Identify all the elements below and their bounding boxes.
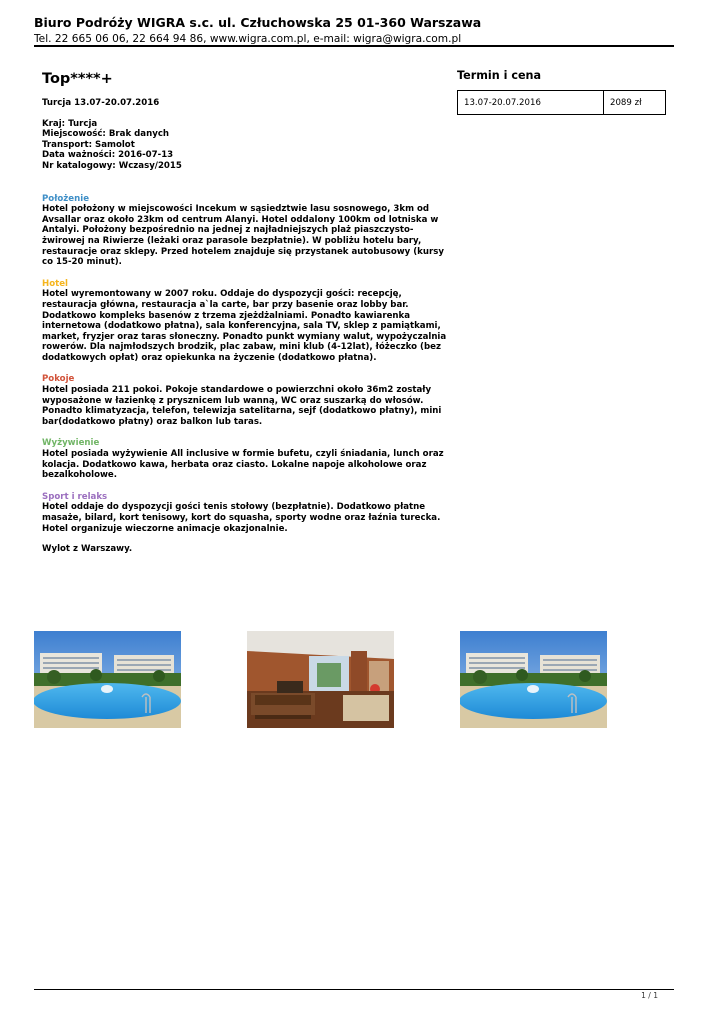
document-header — [34, 15, 674, 46]
section-text: Hotel położony w miejscowości Incekum w sąsiedztwie lasu sosnowego, 3km od Avsallar oraz około 23km od centrum Alanyi. Hotel oddalony 100km od lotniska w Antalyi. Położony bezpośrednio na jednej z najładniejszych plaż piaszczysto-żwirowej na Riwierze (leżaki oraz parasole bezpłatnie). W pobliżu hotelu bary, restauracje oraz sklepy. Przed hotelem znajduje się przystanek autobusowy (kursy co 15-20 minut). — [42, 204, 444, 268]
section-heading: Pokoje — [42, 374, 75, 385]
offer-title: Top****+ — [42, 71, 113, 87]
price-table — [457, 90, 666, 115]
pricing-panel — [457, 69, 667, 115]
section-heading: Sport i relaks — [42, 491, 108, 502]
section-text: Hotel wyremontowany w 2007 roku. Oddaje do dyspozycji gości: recepcję, restauracja główna, restauracja a`la carte, bar przy basenie oraz lobby bar. Dodatkowo kompleks basenów z trzema zjeżdżalniami. Ponadto kawiarenka internetowa (dodatkowo płatna), sala konferencyjna, sala TV, sklep z pamiątkami, market, fryzjer oraz taras słoneczny. Ponadto punkt wymiany walut, wypożyczalnia rowerów. Dla najmłodszych brodzik, plac zabaw, mini klub (4-12lat), łóżeczko (bez dodatkowych opłat) oraz opiekunka na życzenie (dodatkowo płatna). — [42, 289, 447, 363]
section-text: Hotel posiada 211 pokoi. Pokoje standardowe o powierzchni około 36m2 zostały wyposażone w łazienkę z prysznicem lub wanną, WC oraz suszarką do włosów. Ponadto klimatyzacja, telefon, telewizja satelitarna, sejf (dodatkowo płatny), mini bar(dodatkowo płatny) oraz balkon lub taras. — [42, 385, 442, 427]
pricing-heading: Termin i cena — [457, 69, 542, 82]
section-text: Hotel oddaje do dyspozycji gości tenis stołowy (bezpłatnie). Dodatkowo płatne masaże, bilard, kort tenisowy, kort do squasha, sporty wodne oraz łaźnia turecka. Hotel organizuje wieczorne animacje okazjonalnie. — [42, 502, 441, 534]
page-number: 1 / 1 — [641, 991, 658, 1000]
offer-facts — [42, 119, 447, 172]
offer-dates: Turcja 13.07-20.07.2016 — [42, 98, 160, 108]
price-amount: 2089 zł — [604, 91, 666, 115]
section-rooms — [42, 374, 447, 427]
section-location — [42, 194, 447, 268]
hotel-pool-photo — [34, 631, 181, 728]
offer-details — [42, 70, 447, 555]
fact-catalog-number: Nr katalogowy: Wczasy/2015 — [42, 160, 182, 171]
hotel-room-photo — [247, 631, 394, 728]
price-date: 13.07-20.07.2016 — [458, 91, 604, 115]
agency-contact: Tel. 22 665 06 06, 22 664 94 86, www.wigra.com.pl, e-mail: wigra@wigra.com.pl — [34, 33, 462, 45]
fact-transport: Transport: Samolot — [42, 139, 135, 150]
header-divider — [34, 45, 674, 47]
section-heading: Położenie — [42, 193, 90, 204]
section-sport — [42, 492, 447, 534]
section-heading: Wyżywienie — [42, 438, 100, 449]
fact-location: Miejscowość: Brak danych — [42, 129, 170, 140]
price-row — [458, 91, 666, 115]
agency-title: Biuro Podróży WIGRA s.c. ul. Człuchowska 25 01-360 Warszawa — [34, 15, 482, 30]
hotel-pool-photo — [460, 631, 607, 728]
section-text: Hotel posiada wyżywienie All inclusive w formie bufetu, czyli śniadania, lunch oraz kolacja. Dodatkowo kawa, herbata oraz ciasto. Lokalne napoje alkoholowe oraz bezalkoholowe. — [42, 449, 444, 481]
departure-note: Wylot z Warszawy. — [42, 544, 133, 555]
section-hotel — [42, 279, 447, 364]
section-heading: Hotel — [42, 278, 68, 289]
footer-divider — [34, 989, 674, 990]
fact-validity: Data ważności: 2016-07-13 — [42, 150, 174, 161]
fact-country: Kraj: Turcja — [42, 118, 98, 129]
section-board — [42, 438, 447, 480]
